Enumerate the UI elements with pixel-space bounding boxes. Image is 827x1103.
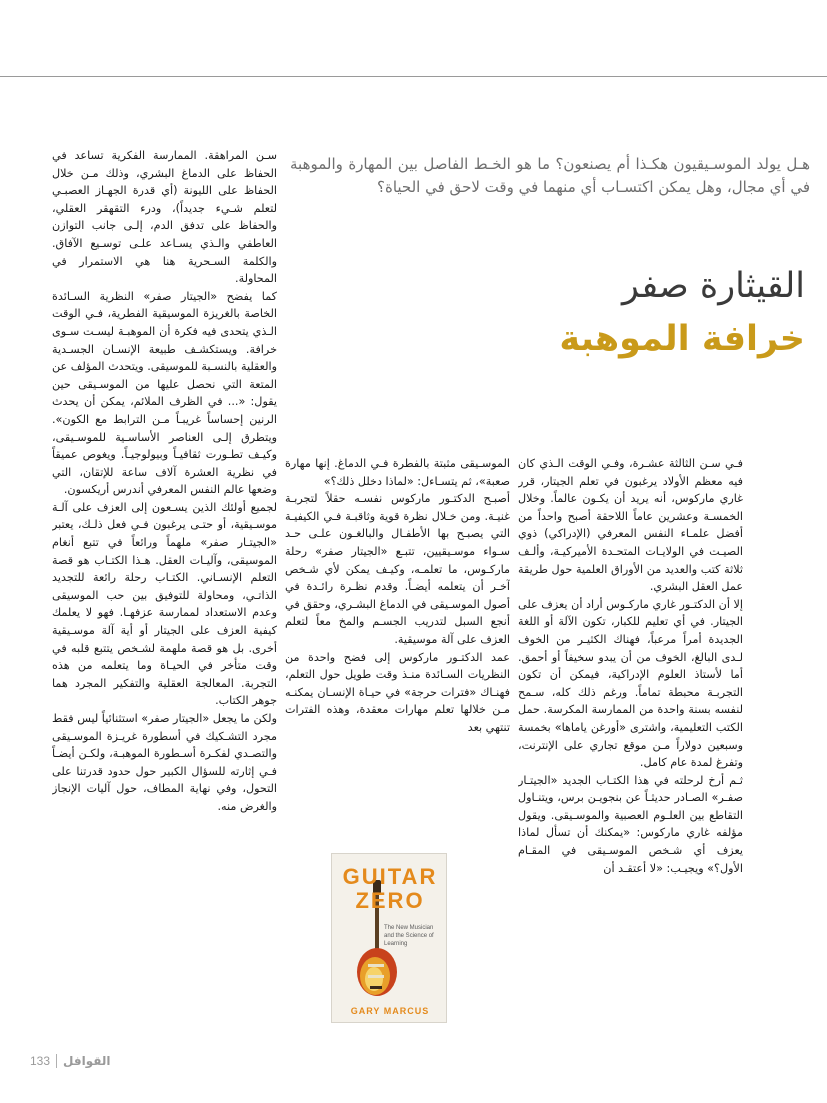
page-footer	[30, 1052, 111, 1070]
paragraph: فـي سـن الثالثة عشـرة، وفـي الوقت الـذي كان فيه معظم الأولاد يرغبون في تعلم الجيتار، قرر غاري ماركوس، أنه يريد أن يكـون عالماً. وخلال الخمسـة وعشرين عاماً اللاحقة أصبح واحداً من أفضل علمـاء النفس المعرفي (الإدراكي) ذوي الصيـت في الولايـات المتحـدة الأميركيـة، وألـف ثلاثة كتب والعديد من الأوراق العلمية حول طريقة عمل العقل البشري.	[518, 457, 743, 594]
paragraph: الموسـيقى مثبتة بالفطرة فـي الدماغ. إنها مهارة صعبة»، ثم يتسـاءل: «لماذا دخلل ذلك؟»	[285, 457, 510, 488]
column-left	[52, 147, 277, 1007]
book-subtitle: The New Musician and the Science of Learning	[384, 925, 434, 947]
paragraph: عمد الدكتـور ماركوس إلى فضح واحدة من النظريات السـائدة منـذ وقت طويل حول التعلم، فهنـاك «فترات حرجة» في حيـاة الإنسـان يمكنـه مـن خلالها تعلم مهارات معقدة، وهذه الفترات تنتهي بعد	[285, 650, 510, 734]
article-subtitle: خرافة الموهبة	[559, 319, 805, 359]
book-title-line2: ZERO	[355, 888, 425, 913]
top-rule	[0, 76, 827, 77]
paragraph: إلا أن الدكتـور غاري ماركـوس أراد أن يعزف على الجيتار. في أي تعليم للكبار، تكون الآلة أو اللغة الجديدة أمراً مرعباً، فهناك الكثيـر من الخوف لـدى البالغ، الخوف من أن يبدو سخيفاً أو أحمق. أما لأستاذ العلوم الإدراكية، فيمكن أن تكون التجربـة محبطة تماماً. ورغم ذلك كله، سـمح لنفسه بسنة واحدة من الممارسة المكرسة. حمل الكتب التعليمية، واشترى «أورغن ياماها» بخمسة وسبعين دولاراً مـن موقع تجاري على الإنترنت، وتفرغ لمدة عام كامل.	[518, 597, 743, 770]
paragraph: كما يفضح «الجيتار صفر» النظرية السـائدة الخاصة بالغريزة الموسيقية الفطرية، فـي الوقت الـذي يتحدى فيه فكرة أن الموهبـة ليسـت سـوى خرافة. ويستكشـف طبيعة الإنسـان الجسـدية والعقلية بالنسـبة للموسيقى. ويتحدث المؤلف عن المتعة التي نحصل عليها من الموسـيقى حين يقول: «... في الظرف الملائم، يمكن أن يحدث الرنين إحساساً غريبـاً مـن الترابط مع الكون». ويتطرق إلـى العناصر الأساسـية للموسـيقى، وكيـف تطـورت ثقافيـاً وبيولوجيـاً. ويغوص عميقاً في نظرية العشرة آلاف ساعة للإتقان، التي وضعها عالم النفس المعرفي أندرس أريكسون.	[52, 289, 277, 497]
magazine-name: القوافل	[63, 1054, 111, 1068]
book-author: GARY MARCUS	[350, 1006, 430, 1016]
paragraph: أصبـح الدكتـور ماركوس نفسـه حقلاً لتجربـة غنيـة. ومن خـلال نظرة قوية وثاقبـة فـي الكيفيـة التي يصبـح بها الأطفـال والبالغـون علـى حـد سـواء موسـيقيين، تتبـع «الجيتار صفر» رحلة ماركـوس، ما تعلمـه، وكيـف يمكن لأي شـخص آخـر أن يتعلمه أيضـاً. وقدم نظـرة رائـدة في أصول الموسـيقى في الدماغ البشـري، وحقق في أنجع السبل لتدريب الجسـم والمخ معاً لتعلم العزف على آلة موسيقية.	[285, 492, 510, 646]
article-title: القيثارة صفر	[622, 266, 805, 306]
intro-lead: هـل يولد الموسـيقيون هكـذا أم يصنعون؟ ما هو الخـط الفاصل بين المهارة والموهبة في أي مجال، وهل يمكن اكتسـاب أي منهما في وقت لاحق في الحياة؟	[290, 155, 810, 196]
paragraph: ولكن ما يجعل «الجيتار صفر» استثنائياً ليس فقط مجرد التشـكيك في أسطورة غريـزة الموسـيقى والتصـدي لفكـرة أسـطورة الموهبـة، ولكـن أيضـاً فـي إثارته للسؤال الكبير حول حدود قدرتنا على التحول، وفي نهاية المطاف، حول آليات الإنجاز والغرض منه.	[52, 712, 277, 813]
book-title-line1: GUITAR	[342, 864, 438, 889]
page-number: 133	[30, 1054, 51, 1068]
book-cover	[331, 853, 447, 1023]
paragraph: سـن المراهقة. الممارسة الفكرية تساعد في الحفاظ على الدماغ البشري، وذلك مـن خلال الحفاظ على الليونة (أي قدرة الجهـاز العصبـي لتعلم شـيء جديداً)، ودرء التقهقر العقلي، والحفاظ على تدفق الدم، إلـى جانب التوازن العاطفي والـذي يسـاعد علـى توسـيع الآفاق. والكلمة السـحرية هنا هي الاستمرار في المحاولة.	[52, 149, 277, 286]
column-middle	[285, 455, 510, 850]
column-right	[518, 455, 743, 1010]
paragraph: لجميع أولئك الذين يسـعون إلى العزف على آلـة موسـيقية، أو حتـى يرغبون فـي فعل ذلـك، يعتبر «الجيتـار صفر» ملهماً ورائعاً في تتبع أنغام الموسيقى، وآليـات العقل. هـذا الكتـاب هو قصة التعلم الإنسـاني. الكتـاب رحلة رائعة للتجديد الذاتـي، ومحاولة للتوفيق بين حب الموسيقى وعدم الاستعداد لممارسة عزفهـا. فهو لا يعلمك كيفية العزف على الجيتار أو أية آلة موسـيقية أخرى. بل هو قصة ملهمة لشـخص يتتبع قلبه في وقت متأخر في الحيـاة وما يتعلمه من هذه التجربة. المعالجة العقلية والتفكير المجرد هما جوهر الكتاب.	[52, 500, 277, 708]
paragraph: ثـم أرخ لرحلته في هذا الكتـاب الجديد «الجيتـار صفـر» الصـادر حديثـاً عن بنجويـن برس، ويتنـاول التقاطع بين العلـوم العصبية والموسـيقى. ويقول مؤلفه غاري ماركوس: «يمكنك أن تسأل لماذا يعزف أي شـخص الموسـيقى في المقـام الأول؟» ويجيـب: «لا أعتقـد أن	[518, 773, 743, 875]
footer-divider	[56, 1054, 57, 1068]
